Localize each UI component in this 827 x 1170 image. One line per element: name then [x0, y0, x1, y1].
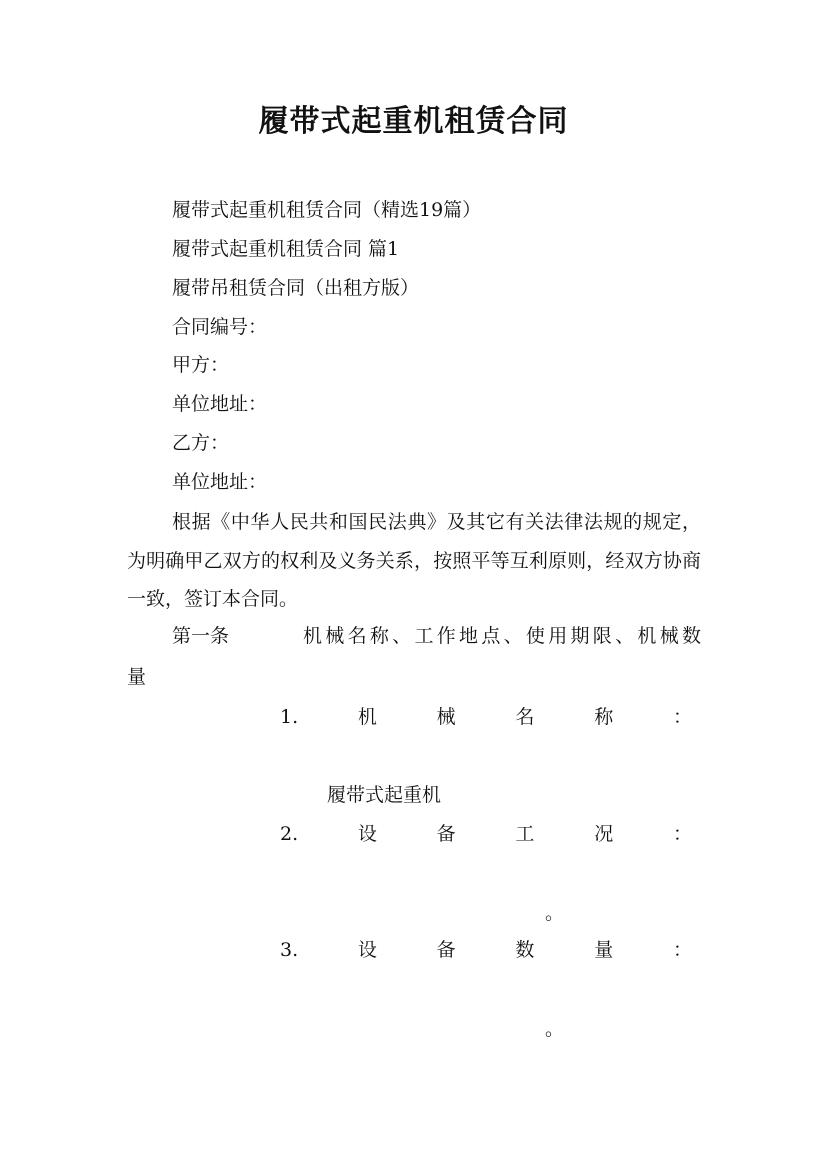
item-2-value: 。 — [545, 902, 565, 924]
item-2-char: 况 — [594, 823, 614, 845]
item-3-char: 备 — [436, 939, 456, 961]
item-3-row — [280, 937, 692, 963]
item-2-char: 工 — [515, 823, 535, 845]
item-2-char: 备 — [436, 823, 456, 845]
doc-line-subtitle: 履带式起重机租赁合同（精选19篇） — [172, 199, 482, 221]
doc-line-party-a-address: 单位地址： — [172, 393, 268, 415]
article-1-number: 第一条 — [172, 625, 230, 647]
item-2-number: 2. — [280, 823, 299, 845]
item-3-char: 量 — [594, 939, 614, 961]
item-2-char: 设 — [357, 823, 377, 845]
item-1-char: 械 — [436, 706, 456, 728]
doc-line-contract-name: 履带吊租赁合同（出租方版） — [172, 277, 420, 299]
doc-line-party-a: 甲方： — [172, 354, 230, 376]
doc-line-contract-number: 合同编号： — [172, 316, 268, 338]
item-3-number: 3. — [280, 939, 299, 961]
preamble-paragraph: 根据《中华人民共和国民法典》及其它有关法律法规的规定，为明确甲乙双方的权利及义务关系，按照平等互利原则，经双方协商一致，签订本合同。 — [127, 511, 701, 610]
item-2-row — [280, 821, 692, 847]
item-1-char: 称 — [594, 706, 614, 728]
article-1-title-tail: 量 — [127, 666, 147, 688]
article-1-title: 机械名称、工作地点、使用期限、机械数 — [303, 625, 701, 647]
item-1-number: 1. — [280, 706, 299, 728]
item-1-char: 机 — [357, 706, 377, 728]
item-1-char: 名 — [515, 706, 535, 728]
item-1-value: 履带式起重机 — [327, 784, 442, 806]
doc-line-party-b: 乙方： — [172, 432, 230, 454]
item-3-char: 设 — [357, 939, 377, 961]
doc-line-chapter: 履带式起重机租赁合同 篇1 — [172, 238, 400, 260]
item-2-colon: ： — [672, 823, 692, 845]
item-1-row — [280, 704, 692, 730]
item-3-colon: ： — [672, 939, 692, 961]
item-3-char: 数 — [515, 939, 535, 961]
item-1-colon: ： — [672, 706, 692, 728]
doc-line-party-b-address: 单位地址： — [172, 471, 268, 493]
item-3-value: 。 — [545, 1018, 565, 1040]
document-title: 履带式起重机租赁合同 — [258, 104, 569, 139]
